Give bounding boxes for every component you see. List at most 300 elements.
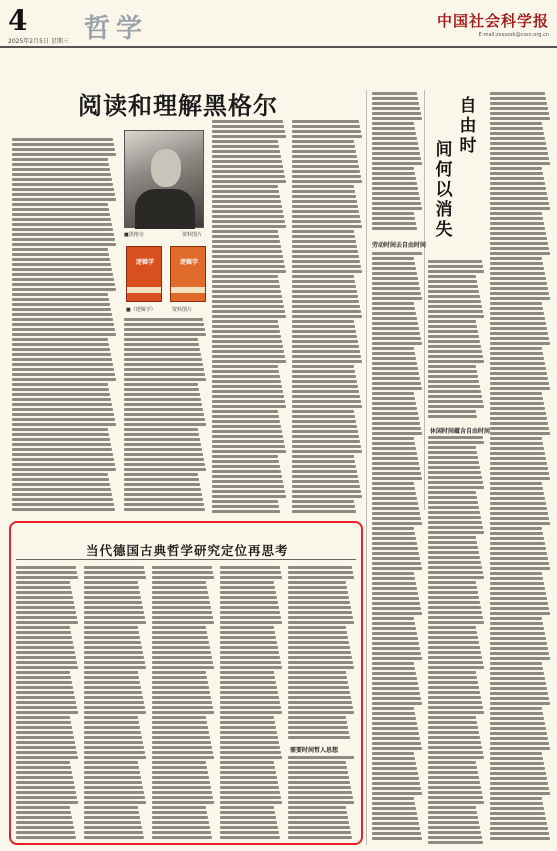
text-line [490,762,544,765]
text-line [212,285,280,288]
text-line [212,245,281,248]
text-line [428,656,482,659]
text-line [372,277,418,280]
text-line [372,832,421,835]
text-line [372,722,417,725]
text-line [428,305,482,308]
text-line [490,92,545,95]
text-line [220,606,279,609]
text-line [12,173,111,176]
text-line [490,517,549,520]
text-line [372,682,418,685]
text-line [490,712,543,715]
text-line [428,541,477,544]
text-line [428,461,479,464]
text-line [84,696,143,699]
text-line [428,726,478,729]
text-line [124,398,201,401]
text-line [212,475,282,478]
portrait-face [151,149,181,187]
text-line [428,395,482,398]
text-line [372,752,414,755]
text-line [16,596,73,599]
text-line [372,112,421,115]
text-line [490,837,550,840]
text-line [288,686,349,689]
text-line [372,607,421,610]
text-line [372,757,415,760]
text-line [220,611,280,614]
text-line [490,772,546,775]
text-line [428,481,483,484]
text-line [212,170,284,173]
text-line [490,212,542,215]
text-line [490,802,543,805]
text-line [288,706,353,709]
text-line [12,313,112,316]
text-line [372,97,418,100]
text-line [292,370,355,373]
text-line [490,657,550,660]
text-line [428,280,477,283]
text-line [124,493,202,496]
text-line [490,647,548,650]
text-line [372,732,419,735]
text-line [212,200,281,203]
text-line [84,571,145,574]
text-line [124,418,205,421]
text-line [12,428,108,431]
text-line [212,425,281,428]
text-line [372,302,414,305]
text-line [490,237,547,240]
text-line [490,612,550,615]
text-line [490,267,544,270]
text-line [428,641,479,644]
text-line [372,412,418,415]
text-line [152,671,206,674]
text-line [16,761,70,764]
text-line [490,322,546,325]
text-line [428,621,484,624]
text-line [292,455,354,458]
text-line [428,285,478,288]
text-line [372,627,416,630]
text-line [84,731,141,734]
text-line [84,741,143,744]
text-line [212,345,283,348]
text-line [12,218,111,221]
text-line [220,631,275,634]
text-line [220,776,277,779]
text-line [292,480,359,483]
text-line [288,636,348,639]
text-line [84,771,140,774]
text-line [288,691,350,694]
text-line [428,571,483,574]
text-line [428,636,478,639]
text-line [292,325,355,328]
text-line [372,137,417,140]
text-line [12,308,111,311]
featured-subhead: 需要时间哲人思想 [290,747,339,754]
text-line [292,260,360,263]
text-line [212,325,279,328]
text-line [152,751,213,754]
text-line [490,107,548,110]
featured-title-rule [16,559,356,560]
text-line [372,447,416,450]
text-line [220,691,278,694]
text-line [12,143,114,146]
text-line [152,571,213,574]
text-line [428,491,476,494]
text-line [16,736,74,739]
text-line [16,721,71,724]
book-cover [170,246,206,302]
text-line [372,407,417,410]
text-line [220,811,275,814]
text-line [12,208,109,211]
text-line [288,681,348,684]
text-line [490,247,549,250]
text-line [84,656,144,659]
text-line [490,822,547,825]
text-line [490,167,542,170]
text-line [152,791,212,794]
text-line [212,420,280,423]
text-line [84,821,141,824]
text-line [152,651,211,654]
text-line [372,127,415,130]
text-line [428,561,481,564]
text-line [288,816,348,819]
book-band [127,287,161,293]
text-line [288,736,350,739]
text-line [212,490,285,493]
text-line [292,315,362,318]
text-line [84,736,142,739]
text-line [490,232,546,235]
text-line [372,172,415,175]
text-line [288,806,346,809]
text-line [428,666,484,669]
text-line [292,365,354,368]
text-line [12,498,113,501]
text-line [428,315,484,318]
text-line [152,706,213,709]
text-line [372,292,421,295]
text-line [16,576,78,579]
text-line [84,711,146,714]
text-line [292,225,362,228]
text-line [372,772,418,775]
column-divider [424,90,425,510]
text-line [292,155,357,158]
text-line [212,395,284,398]
text-line [212,140,278,143]
text-line [490,452,545,455]
text-line [12,273,113,276]
text-line [84,776,141,779]
text-line [490,457,546,460]
text-line [16,741,75,744]
text-line [372,307,415,310]
text-line [428,686,479,689]
text-line [372,402,416,405]
text-line [212,400,285,403]
text-line [12,148,115,151]
text-line [490,282,547,285]
text-line [152,581,206,584]
text-line [292,130,361,133]
text-line [124,328,205,331]
text-line [428,731,479,734]
text-line [292,490,361,493]
text-line [372,147,419,150]
text-line [490,427,549,430]
text-line [212,250,282,253]
text-line [16,646,74,649]
text-line [292,500,354,503]
text-line [292,375,356,378]
text-line [428,501,478,504]
text-line [372,497,417,500]
text-line [16,791,76,794]
text-line [428,631,477,634]
text-line [490,597,547,600]
text-line [12,493,112,496]
text-line [152,646,210,649]
text-line [16,711,78,714]
text-line [372,522,422,525]
text-line [152,661,213,664]
text-line [12,478,109,481]
text-line [490,697,549,700]
book-credit: 资料图片 [172,307,193,313]
text-line [428,581,476,584]
text-line [220,661,281,664]
text-line [490,367,546,370]
text-line [220,696,279,699]
text-line [124,498,203,501]
text-line [16,836,76,839]
text-line [124,443,201,446]
text-line [428,816,478,819]
text-line [292,355,361,358]
text-line [372,287,420,290]
text-line [292,175,361,178]
text-line [292,195,356,198]
text-line [372,252,422,255]
text-line [490,682,546,685]
text-line [220,651,279,654]
text-line [372,587,417,590]
text-line [428,511,480,514]
right-article-title-line1: 自由时 [459,96,477,156]
text-line [490,372,547,375]
text-line [220,736,278,739]
text-line [220,641,277,644]
section-title: 哲学 [84,14,149,44]
text-line [84,676,139,679]
text-line [212,500,278,503]
text-line [372,787,421,790]
text-line [490,152,548,155]
text-line [372,577,415,580]
text-line [152,806,206,809]
text-line [212,480,283,483]
text-line [124,343,199,346]
text-line [372,802,415,805]
text-line [428,756,484,759]
text-line [220,766,275,769]
text-line [428,721,477,724]
text-line [490,187,546,190]
text-line [428,405,484,408]
text-line [84,726,140,729]
text-line [292,345,359,348]
text-line [490,112,549,115]
text-line [292,430,358,433]
text-line [372,687,419,690]
right-article-title-line2: 间何以消失 [435,140,453,240]
text-line [212,390,283,393]
text-line [152,726,208,729]
text-line [12,353,111,356]
text-line [152,781,210,784]
text-line [490,157,549,160]
text-line [12,338,108,341]
text-line [152,801,214,804]
text-line [212,410,278,413]
text-line [372,167,414,170]
text-line [12,433,109,436]
text-line [372,397,415,400]
text-line [490,327,547,330]
text-line [372,212,414,215]
text-line [16,756,78,759]
text-line [372,632,417,635]
text-line [84,751,145,754]
text-line [16,636,72,639]
text-line [220,756,282,759]
text-line [152,826,210,829]
text-line [16,656,76,659]
text-line [12,398,111,401]
text-line [372,392,414,395]
text-line [490,132,544,135]
text-line [12,223,112,226]
text-line [490,642,547,645]
text-line [124,408,203,411]
text-line [372,582,416,585]
text-line [16,776,73,779]
text-line [490,677,545,680]
text-line [490,442,543,445]
text-line [372,742,421,745]
text-line [372,377,420,380]
text-line [84,701,144,704]
text-line [490,147,547,150]
text-line [292,295,358,298]
text-line [428,696,481,699]
text-line [490,747,550,750]
text-line [212,510,280,513]
text-line [428,526,483,529]
text-line [152,676,207,679]
text-line [12,453,113,456]
text-line [152,576,214,579]
text-line [288,786,351,789]
text-line [220,836,280,839]
text-line [288,621,354,624]
text-line [372,692,420,695]
text-line [490,272,545,275]
text-line [490,587,545,590]
text-line [84,596,141,599]
text-line [220,746,280,749]
text-line [12,293,108,296]
text-line [428,441,484,444]
text-line [212,450,286,453]
text-line [428,736,480,739]
text-line [428,476,482,479]
text-line [84,836,144,839]
text-line [490,432,550,435]
text-line [372,297,422,300]
text-line [12,158,108,161]
text-line [490,652,549,655]
text-line [292,335,357,338]
text-line [372,532,415,535]
text-line [220,681,276,684]
text-line [12,423,116,426]
text-line [490,542,545,545]
text-line [372,267,416,270]
text-line [428,360,484,363]
text-line [124,508,205,511]
text-line [490,602,548,605]
text-line [292,350,360,353]
portrait-body [135,189,195,229]
text-line [124,503,204,506]
text-line [292,185,354,188]
text-line [490,117,550,120]
text-line [490,622,543,625]
text-line [428,716,476,719]
text-line [212,360,286,363]
text-line [12,458,114,461]
text-line [428,521,482,524]
text-line [372,557,420,560]
text-line [16,641,73,644]
text-line [12,323,114,326]
text-line [220,626,274,629]
text-line [292,420,356,423]
newspaper-brand: 中国社会科学报 [436,12,549,30]
text-line [12,253,109,256]
text-line [490,487,543,490]
text-line [490,342,550,345]
text-line [372,462,419,465]
text-line [220,821,277,824]
text-line [490,437,542,440]
text-line [490,537,544,540]
text-line [84,791,144,794]
text-line [288,761,346,764]
text-line [490,482,542,485]
